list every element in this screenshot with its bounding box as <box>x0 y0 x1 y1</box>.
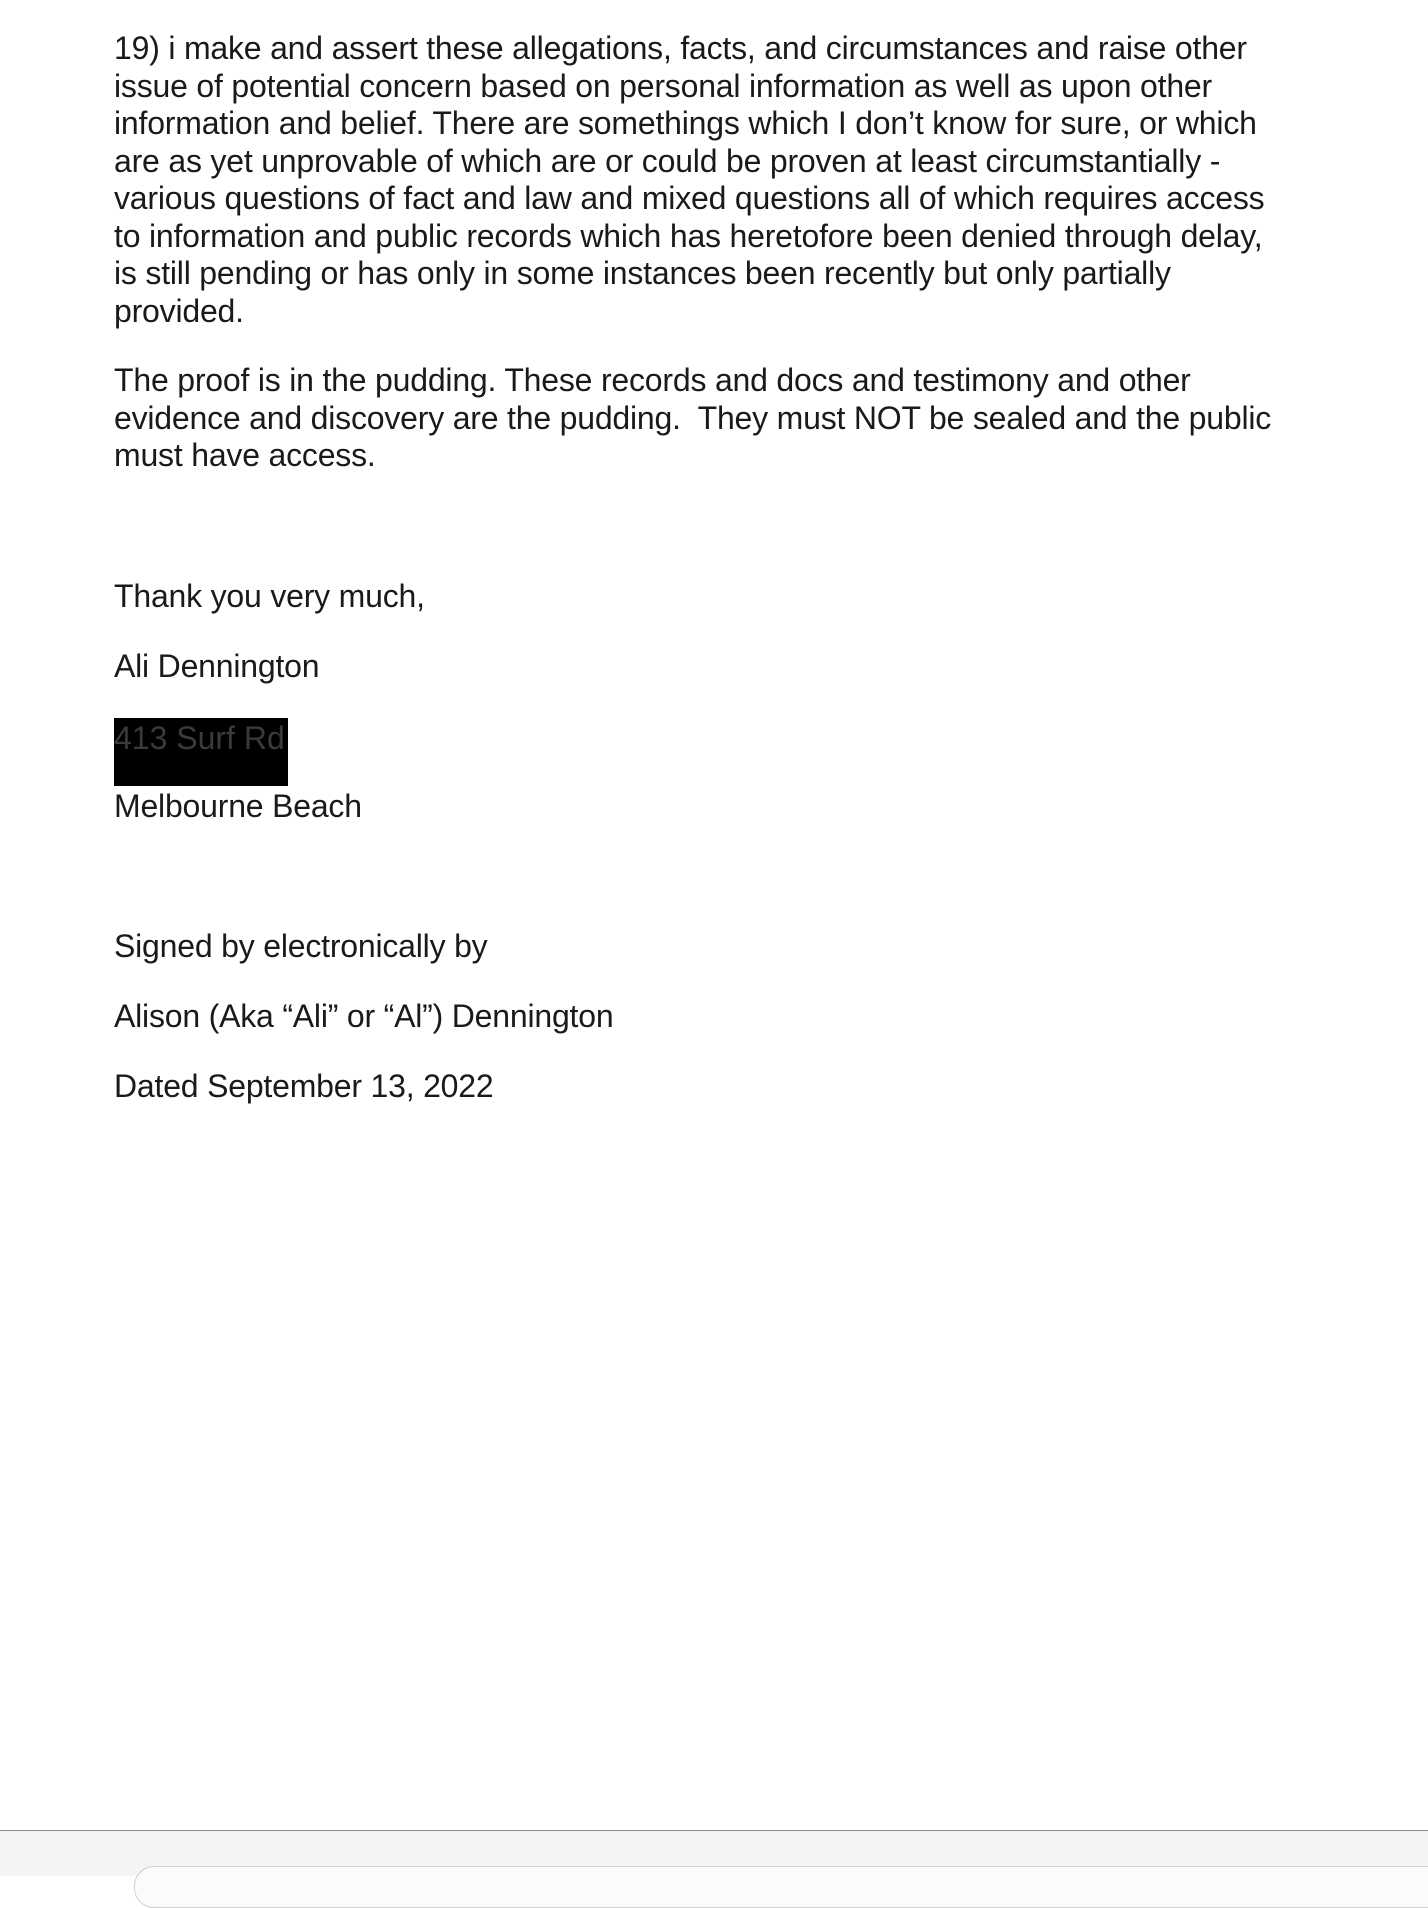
sender-city: Melbourne Beach <box>114 788 362 824</box>
paragraph-allegations: 19) i make and assert these allegations, facts, and circumstances and raise other issue of potential concern based on personal information as well as upon other information and belief. There are somethings which I don’t know for sure, or which are as yet unprovable of which are or could be proven at least circumstantially - various questions of fact and law and mixed questions all of which requires access to information and public records which has heretofore been denied through delay, is still pending or has only in some instances been recently but only partially provided. <box>114 30 1274 329</box>
closing-line: Thank you very much, <box>114 578 425 614</box>
redacted-address: 413 Surf Rd <box>114 718 288 786</box>
sender-name: Ali Dennington <box>114 648 320 684</box>
signature-date: Dated September 13, 2022 <box>114 1068 494 1104</box>
paragraph-pudding: The proof is in the pudding. These records and docs and testimony and other evidence and discovery are the pudding. They must NOT be sealed and the public must have access. <box>114 362 1280 473</box>
signer-full-name: Alison (Aka “Ali” or “Al”) Dennington <box>114 998 614 1034</box>
signature-statement: Signed by electronically by <box>114 928 488 964</box>
viewer-toolbar-pill[interactable] <box>134 1866 1428 1908</box>
